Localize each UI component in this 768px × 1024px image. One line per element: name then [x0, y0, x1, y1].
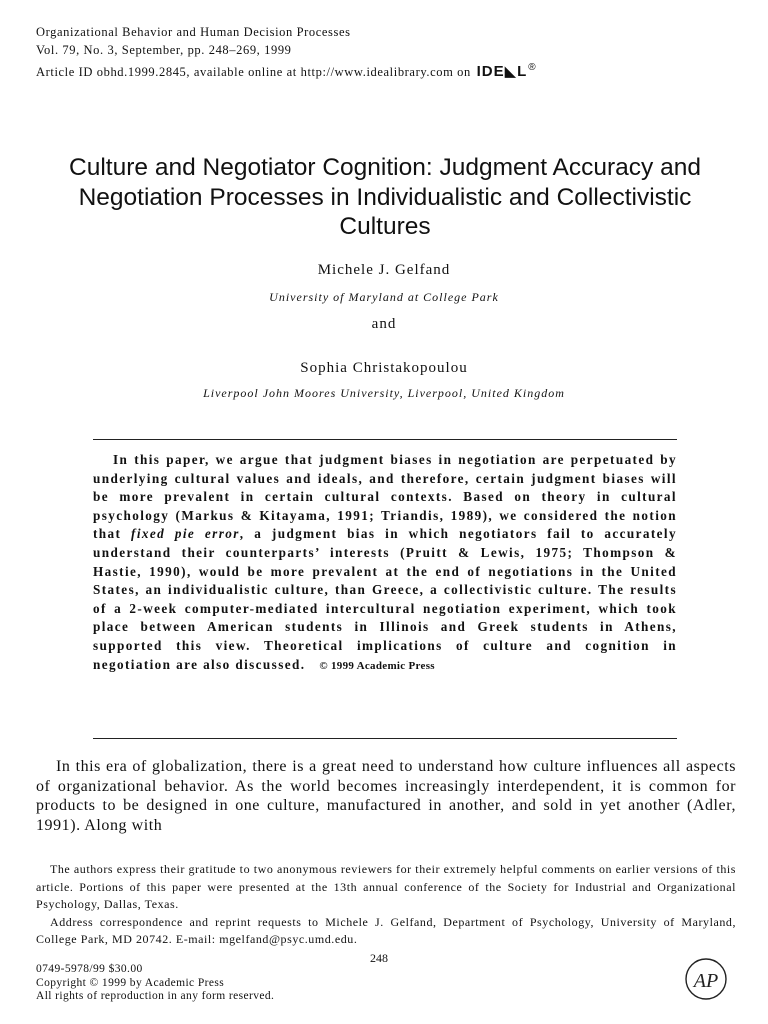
academic-press-logo [684, 957, 728, 1001]
body-paragraph: In this era of globalization, there is a great need to understand how culture influences all aspects of organizational behavior. As the world becomes increasingly interdependent, it is common for products to be designed in one culture, manufactured in another, and sold in yet another (Adler, 1991). Along with [36, 758, 736, 834]
imprint-price: 0749-5978/99 $30.00 [36, 963, 143, 975]
footnote-acknowledgment: The authors express their gratitude to two anonymous reviewers for their extremely helpful comments on earlier versions of this article. Portions of this paper were presented at the 13th annual conference of the Society for Industrial and Organizational Psychology, Dallas, Texas. [36, 862, 736, 911]
abstract: In this paper, we argue that judgment biases in negotiation are perpetuated by underlying cultural values and ideals, and therefore, certain judgment biases will be more prevalent in certain cultural contexts. Based on theory in cultural psychology (Markus & Kitayama, 1991; Triandis, 1989), we considered the notion that fixed pie error, a judgment bias in which negotiators fail to accurately understand their counterparts’ interests (Pruitt & Lewis, 1975; Thompson & Hastie, 1990), would be more prevalent at the end of negotiations in the United States, an individualistic culture, than Greece, a collectivistic culture. The results of a 2-week computer-mediated intercultural negotiation experiment, which took place between American students in Illinois and Greek students in Athens, supported this view. Theoretical implications of culture and cognition in negotiation are also discussed. © 1999 Academic Press [93, 452, 677, 672]
author-1-name: Michele J. Gelfand [317, 262, 451, 278]
publisher-imprint [36, 963, 274, 1004]
paper-title: Culture and Negotiator Cognition: Judgment Accuracy and Negotiation Processes in Individualistic and Collectivistic Cultures [69, 154, 701, 240]
imprint-rights: All rights of reproduction in any form reserved. [36, 990, 275, 1002]
footnote-correspondence: Address correspondence and reprint requests to Michele J. Gelfand, Department of Psychology, University of Maryland, College Park, MD 20742. E-mail: mgelfand@psyc.umd.edu. [36, 914, 736, 946]
imprint-copyright: Copyright © 1999 by Academic Press [36, 976, 225, 989]
author-conjunction: and [371, 316, 397, 332]
article-id-line [36, 59, 537, 82]
abstract-emphasis: fixed pie error [131, 526, 240, 542]
author-2-affiliation: Liverpool John Moores University, Liverpool, United Kingdom [203, 386, 565, 400]
page-number: 248 [370, 951, 388, 965]
journal-header [36, 24, 537, 82]
abstract-bottom-rule [93, 738, 677, 739]
author-1-affiliation: University of Maryland at College Park [269, 290, 499, 304]
footnotes [36, 861, 736, 949]
abstract-copyright: © 1999 Academic Press [319, 659, 435, 672]
ideal-logo: IDE◣L® [476, 62, 537, 80]
author-2-name: Sophia Christakopoulou [300, 360, 468, 376]
article-id: Article ID obhd.1999.2845, available online at http://www.idealibrary.com on [36, 65, 471, 79]
journal-name: Organizational Behavior and Human Decision Processes [36, 25, 351, 39]
journal-volume: Vol. 79, No. 3, September, pp. 248–269, 1999 [36, 42, 292, 57]
svg-text:AP: AP [693, 970, 719, 992]
abstract-top-rule [93, 439, 677, 440]
